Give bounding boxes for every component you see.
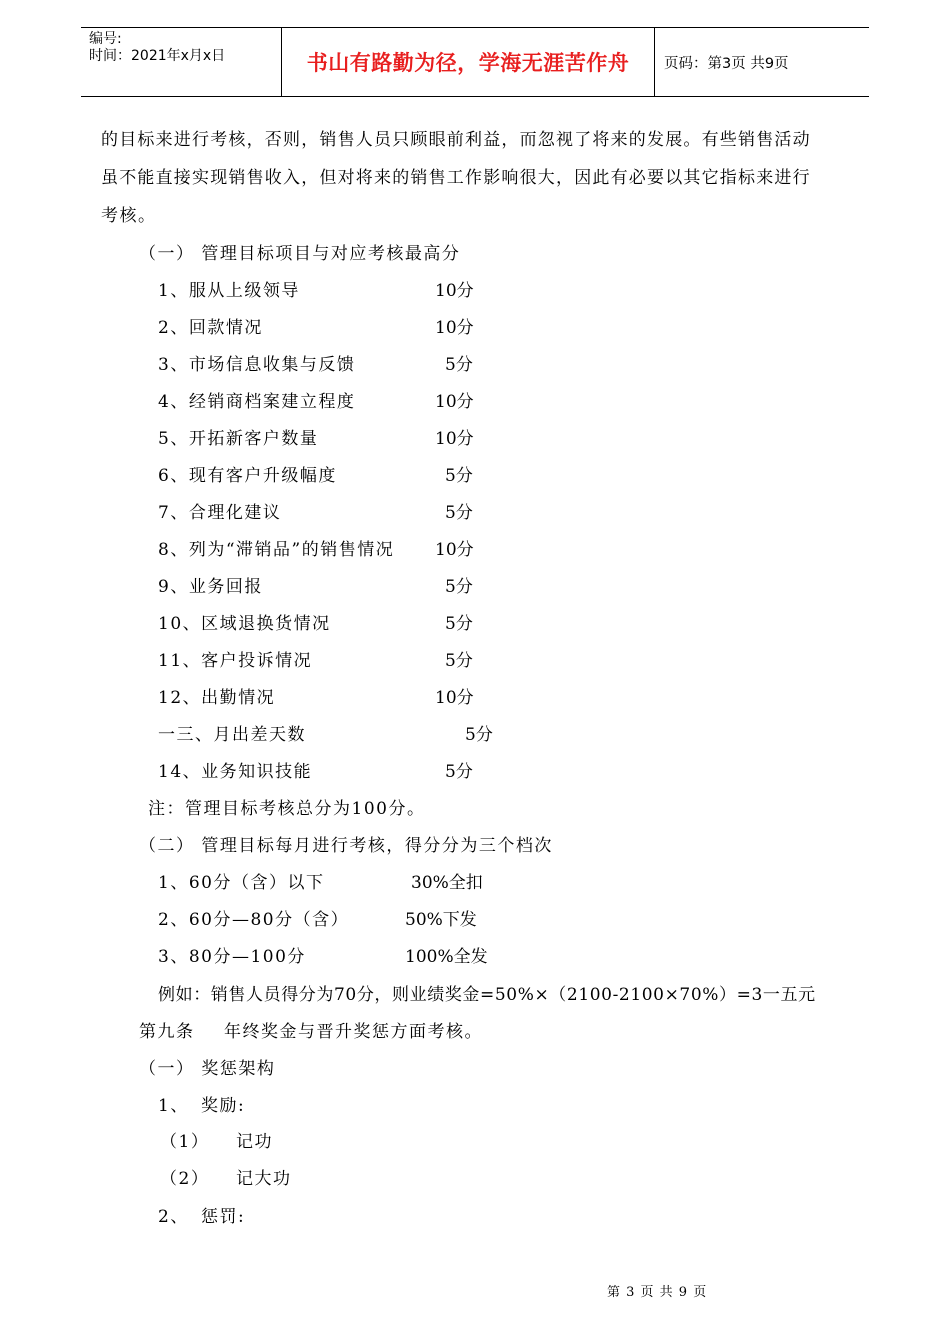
item-label: 7、合理化建议 (158, 503, 282, 523)
item-score: 10分 (435, 318, 474, 338)
section-2-title: （二） 管理目标每月进行考核，得分分为三个档次 (139, 836, 553, 856)
item-score: 10分 (435, 281, 474, 301)
item-label: 14、业务知识技能 (158, 762, 313, 782)
header-divider-right (654, 28, 655, 96)
item-score: 5分 (445, 355, 473, 375)
item-label: 9、业务回报 (158, 577, 263, 597)
item-score: 10分 (435, 392, 474, 412)
reward-label: 奖励: (201, 1096, 246, 1116)
reward-item-text: 记大功 (236, 1169, 292, 1189)
document-header (81, 27, 869, 97)
tier-label: 2、60分—80分（含） (158, 910, 350, 930)
item-label: 8、列为“滞销品”的销售情况 (158, 540, 395, 560)
tier-value: 30%全扣 (411, 873, 483, 893)
item-score: 5分 (445, 762, 473, 782)
paragraph-line-1: 的目标来进行考核，否则，销售人员只顾眼前利益，而忽视了将来的发展。有些销售活动 (101, 130, 811, 150)
item-score: 10分 (435, 429, 474, 449)
footer-page-number: 第 3 页 共 9 页 (607, 1285, 708, 1300)
item-label: 一三、月出差天数 (158, 725, 306, 745)
item-label: 2、回款情况 (158, 318, 263, 338)
item-label: 4、经销商档案建立程度 (158, 392, 356, 412)
item-score: 5分 (445, 577, 473, 597)
item-score: 5分 (445, 614, 473, 634)
item-score: 5分 (445, 503, 473, 523)
reward-item-number: （2） (160, 1169, 210, 1189)
reward-number: 1、 (158, 1096, 189, 1116)
section-1-title: （一） 管理目标项目与对应考核最高分 (139, 244, 461, 264)
reward-item-text: 记功 (236, 1132, 273, 1152)
header-meta (89, 31, 225, 65)
item-score: 10分 (435, 688, 474, 708)
reward-item-number: （1） (160, 1132, 210, 1152)
document-time-label: 时间：2021年x月x日 (89, 48, 226, 64)
item-label: 5、开拓新客户数量 (158, 429, 319, 449)
item-label: 6、现有客户升级幅度 (158, 466, 337, 486)
paragraph-line-2: 虽不能直接实现销售收入，但对将来的销售工作影响很大，因此有必要以其它指标来进行 (101, 168, 811, 188)
tier-label: 3、80分—100分 (158, 947, 306, 967)
header-page-info: 页码：第3页 共9页 (664, 55, 789, 72)
paragraph-line-3: 考核。 (101, 206, 157, 226)
punish-number: 2、 (158, 1207, 189, 1227)
header-motto: 书山有路勤为径，学海无涯苦作舟 (306, 51, 630, 75)
tier-value: 50%下发 (405, 910, 477, 930)
item-label: 1、服从上级领导 (158, 281, 300, 301)
item-score: 5分 (445, 466, 473, 486)
document-number-label: 编号: (89, 31, 122, 47)
section-3-title: （一） 奖惩架构 (139, 1059, 276, 1079)
punish-label: 惩罚: (201, 1207, 246, 1227)
item-score: 5分 (465, 725, 493, 745)
article-9-label: 第九条 (139, 1022, 195, 1042)
item-score: 10分 (435, 540, 474, 560)
tier-label: 1、60分（含）以下 (158, 873, 325, 893)
item-label: 11、客户投诉情况 (158, 651, 313, 671)
item-label: 12、出勤情况 (158, 688, 276, 708)
example-text: 例如：销售人员得分为70分，则业绩奖金=50%×（2100-2100×70%）=3一五元 (158, 985, 816, 1005)
item-score: 5分 (445, 651, 473, 671)
item-label: 10、区域退换货情况 (158, 614, 331, 634)
tier-value: 100%全发 (405, 947, 488, 967)
article-9-title: 年终奖金与晋升奖惩方面考核。 (224, 1022, 483, 1042)
item-label: 3、市场信息收集与反馈 (158, 355, 356, 375)
note-text: 注：管理目标考核总分为100分。 (148, 799, 426, 819)
